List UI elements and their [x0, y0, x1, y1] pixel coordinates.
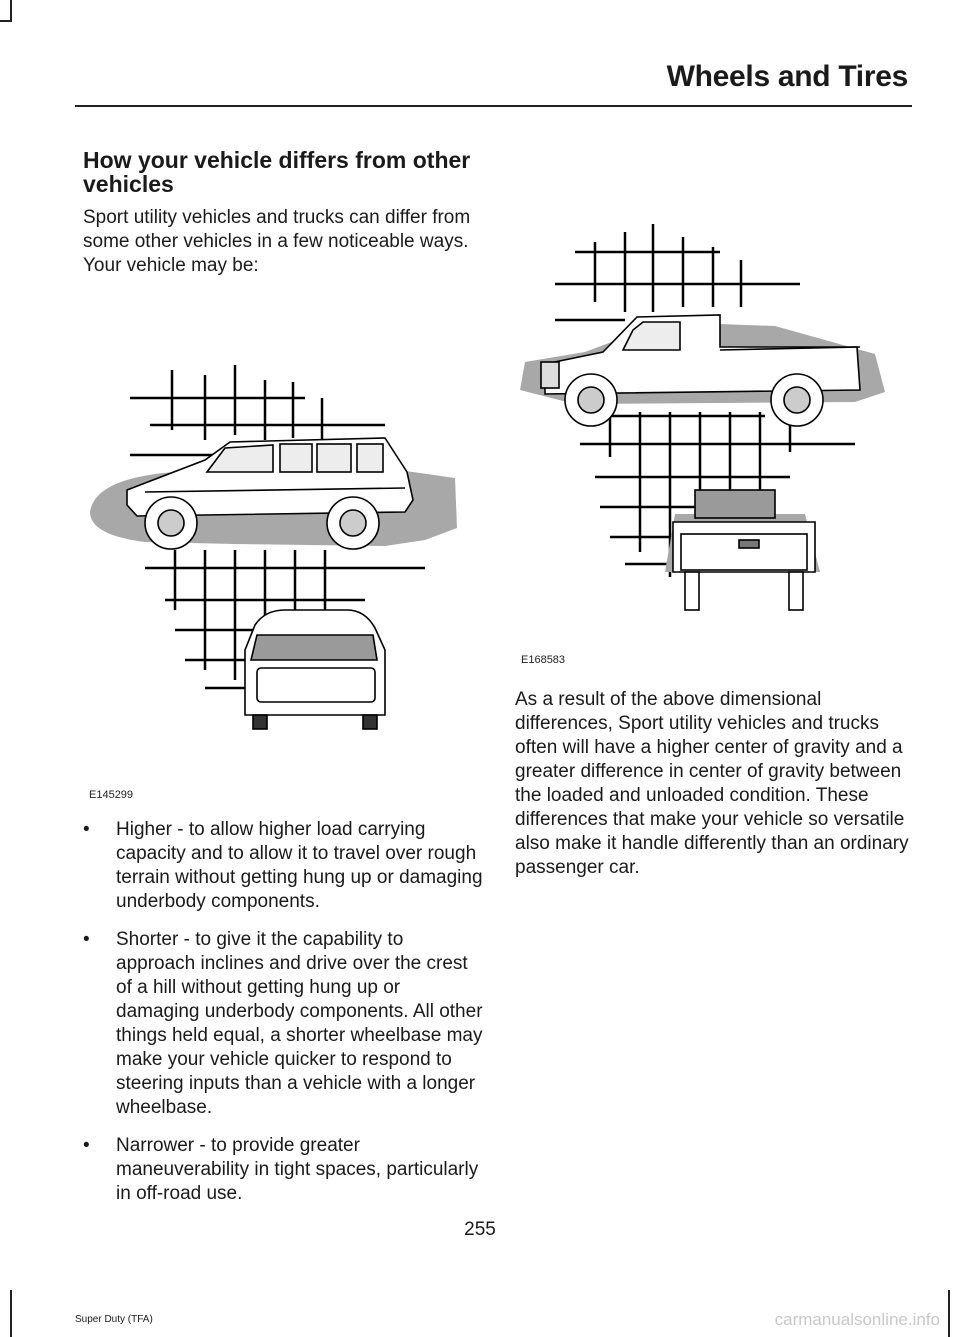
figure-code-truck: E168583: [521, 654, 566, 666]
intro-paragraph: Sport utility vehicles and trucks can differ from some other vehicles in a few noticeable ways. Your vehicle may be:: [83, 207, 471, 276]
crop-mark: [10, 1290, 12, 1337]
suv-illustration: [85, 360, 465, 760]
crop-mark: [0, 20, 12, 22]
crop-mark: [948, 1290, 950, 1337]
crop-mark: [10, 0, 12, 22]
result-paragraph: As a result of the above dimensional differences, Sport utility vehicles and trucks often will have a higher center of gravity and a greater difference in center of gravity between the loaded and unloaded condition. These differences that make your vehicle so versatile also make it handle differently than an ordinary passenger car.: [515, 689, 909, 878]
section-title: How your vehicle differs from other vehicles: [83, 147, 471, 197]
bullet-list: [83, 818, 483, 1220]
bullet-narrower: • Narrower - to provide greater maneuverability in tight spaces, particularly in off-road use.: [83, 1134, 483, 1206]
figure-code-suv: E145299: [89, 789, 134, 801]
watermark: carmanualsonline.info: [774, 1310, 940, 1329]
footer-doc-label: Super Duty (TFA): [75, 1314, 153, 1325]
page-header-title: Wheels and Tires: [666, 60, 908, 93]
header-divider: [75, 105, 912, 107]
bullet-higher: • Higher - to allow higher load carrying capacity and to allow it to travel over rough terrain without getting hung up or damaging underbody components.: [83, 818, 483, 914]
truck-illustration: [515, 222, 895, 632]
bullet-shorter: • Shorter - to give it the capability to approach inclines and drive over the crest of a hill without getting hung up or damaging underbody components. All other things held equal, a shorter wheelbase may make your vehicle quicker to respond to steering inputs than a vehicle with a longer wheelbase.: [83, 928, 483, 1120]
page-number: 255: [464, 1219, 496, 1240]
